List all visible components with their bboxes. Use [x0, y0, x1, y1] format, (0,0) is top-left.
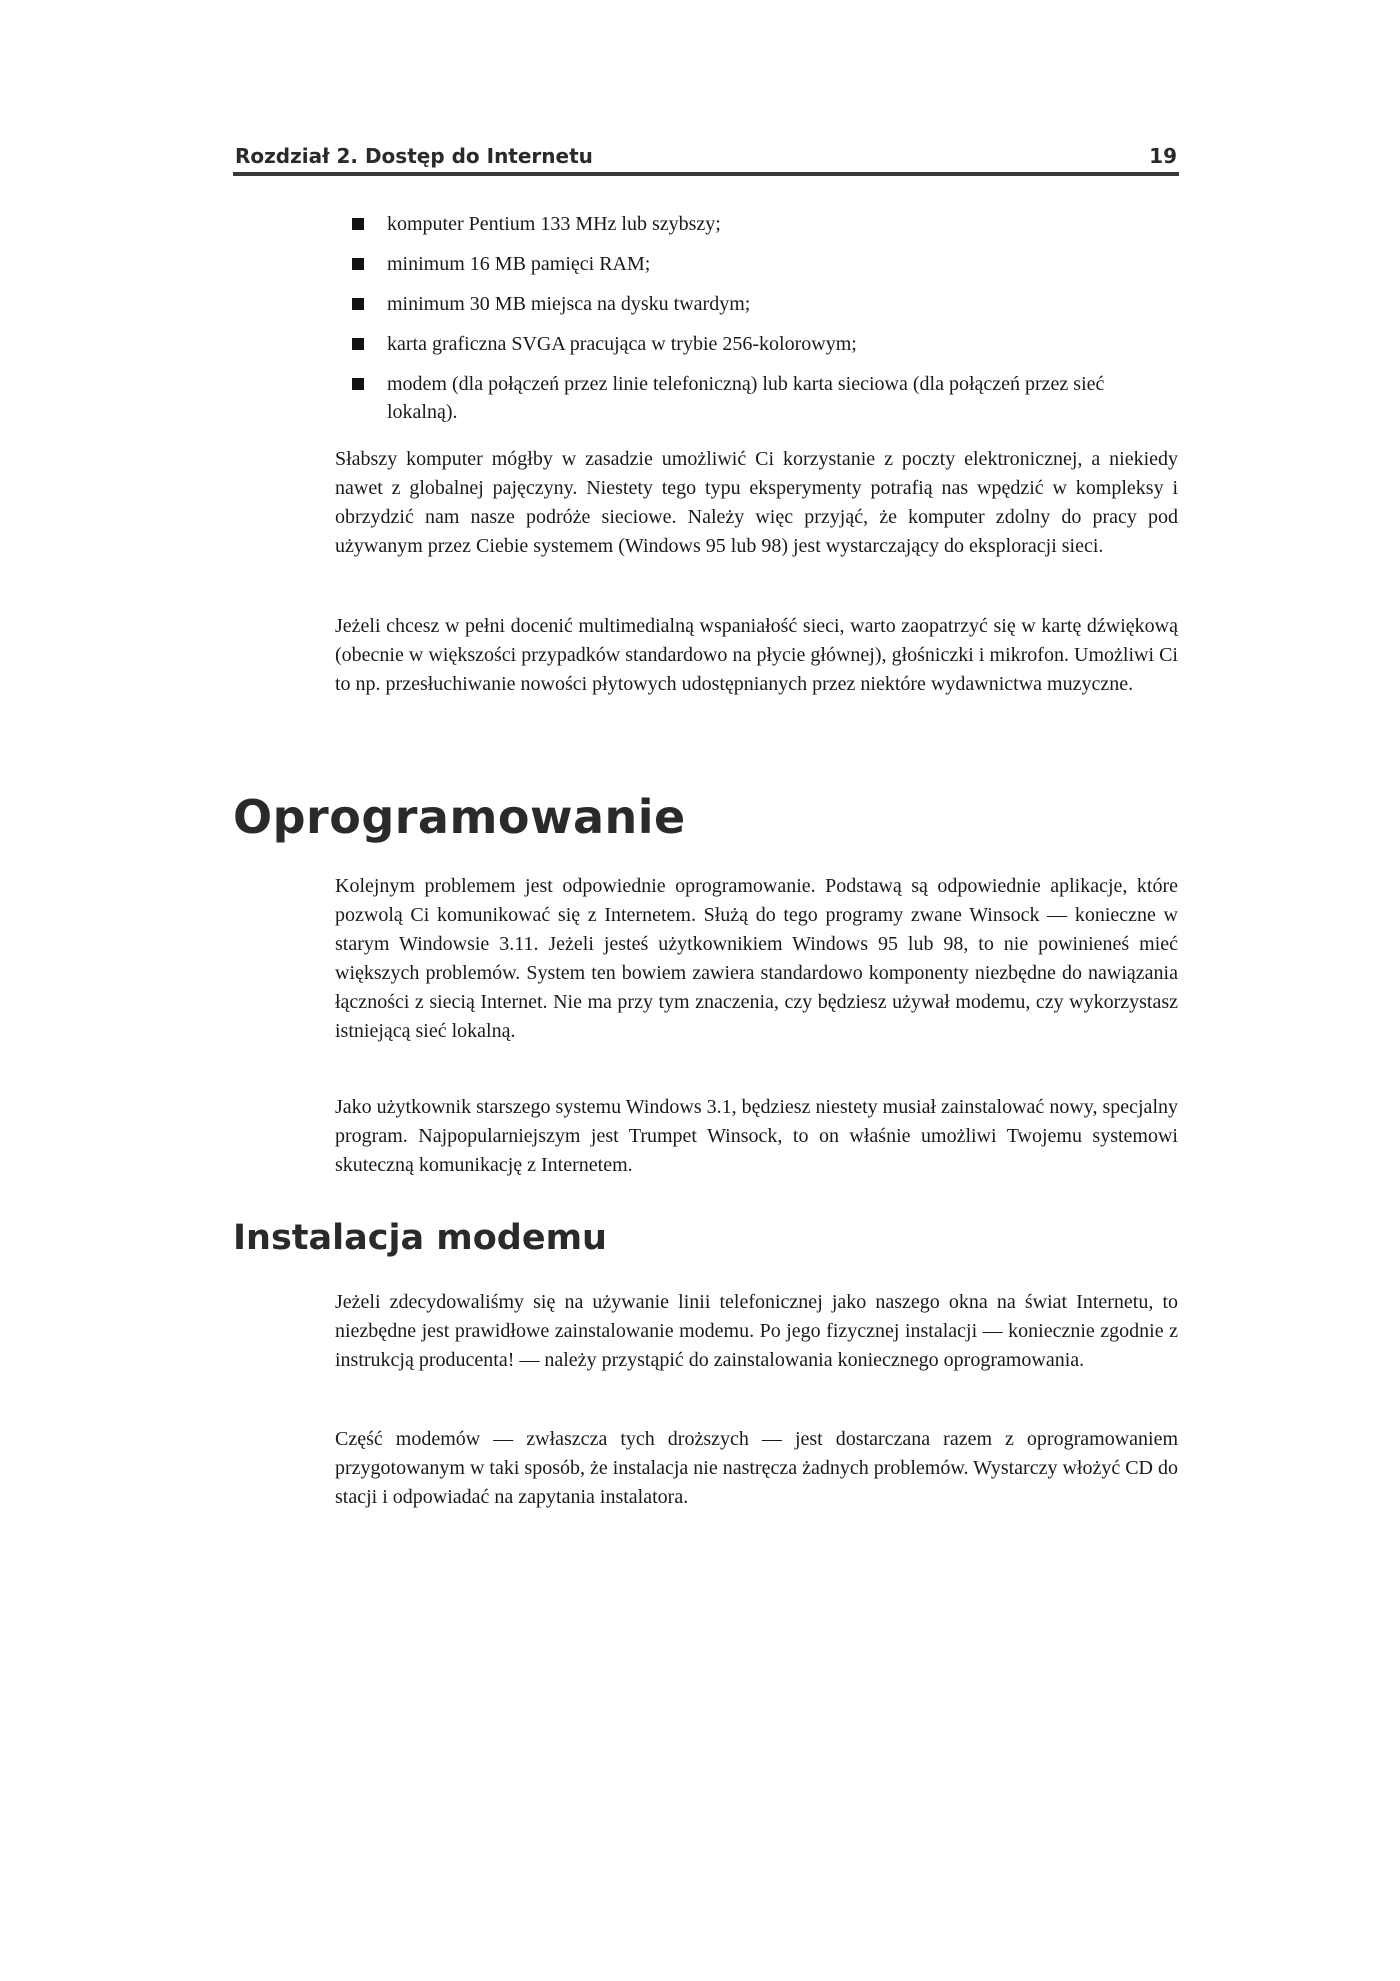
paragraph: Część modemów — zwłaszcza tych droższych — jest dostarczana razem z oprogramowaniem przygotowanym w taki sposób, że instalacja nie nastręcza żadnych problemów. Wystarczy włożyć CD do stacji i odpowiadać na zapytania instalatora. [335, 1428, 1178, 1508]
paragraph-block [335, 872, 1178, 1046]
chapter-title: Rozdział 2. Dostęp do Internetu [235, 144, 593, 168]
paragraph: Jako użytkownik starszego systemu Windows 3.1, będziesz niestety musiał zainstalować nowy, specjalny program. Najpopularniejszym jest Trumpet Winsock, to on właśnie umożliwi Twojemu systemowi skuteczną komunikację z Internetem. [335, 1096, 1178, 1176]
paragraph-block [335, 445, 1178, 561]
list-item: karta graficzna SVGA pracująca w trybie 256-kolorowym; [335, 330, 1178, 358]
list-item: minimum 30 MB miejsca na dysku twardym; [335, 290, 1178, 318]
paragraph-block [335, 1425, 1178, 1512]
square-bullet-icon [352, 298, 364, 310]
list-item: modem (dla połączeń przez linie telefoniczną) lub karta sieciowa (dla połączeń przez sieć lokalną). [335, 370, 1178, 426]
requirements-list [335, 210, 1178, 438]
paragraph: Jeżeli chcesz w pełni docenić multimedialną wspaniałość sieci, warto zaopatrzyć się w kartę dźwiękową (obecnie w większości przypadków standardowo na płycie głównej), głośniczki i mikrofon. Umożliwi Ci to np. przesłuchiwanie nowości płytowych udostępnianych przez niektóre wydawnictwa muzyczne. [335, 615, 1178, 695]
paragraph-block [335, 1093, 1178, 1180]
paragraph: Kolejnym problemem jest odpowiednie oprogramowanie. Podstawą są odpowiednie aplikacje, które pozwolą Ci komunikować się z Internetem. Służą do tego programy zwane Winsock — konieczne w starym Windowsie 3.11. Jeżeli jesteś użytkownikiem Windows 95 lub 98, to nie powinieneś mieć większych problemów. System ten bowiem zawiera standardowo komponenty niezbędne do nawiązania łączności z siecią Internet. Nie ma przy tym znaczenia, czy będziesz używał modemu, czy wykorzystasz istniejącą sieć lokalną. [335, 875, 1178, 1042]
list-item: minimum 16 MB pamięci RAM; [335, 250, 1178, 278]
square-bullet-icon [352, 378, 364, 390]
square-bullet-icon [352, 218, 364, 230]
square-bullet-icon [352, 338, 364, 350]
section-heading: Oprogramowanie [233, 790, 686, 844]
subsection-heading: Instalacja modemu [233, 1218, 607, 1258]
list-item: komputer Pentium 133 MHz lub szybszy; [335, 210, 1178, 238]
header-rule [233, 172, 1179, 176]
paragraph: Jeżeli zdecydowaliśmy się na używanie linii telefonicznej jako naszego okna na świat Internetu, to niezbędne jest prawidłowe zainstalowanie modemu. Po jego fizycznej instalacji — koniecznie zgodnie z instrukcją producenta! — należy przystąpić do zainstalowania koniecznego oprogramowania. [335, 1291, 1178, 1371]
paragraph: Słabszy komputer mógłby w zasadzie umożliwić Ci korzystanie z poczty elektronicznej, a niekiedy nawet z globalnej pajęczyny. Niestety tego typu eksperymenty potrafią nas wpędzić w kompleksy i obrzydzić nam nasze podróże sieciowe. Należy więc przyjąć, że komputer zdolny do pracy pod używanym przez Ciebie systemem (Windows 95 lub 98) jest wystarczający do eksploracji sieci. [335, 448, 1178, 557]
square-bullet-icon [352, 258, 364, 270]
page-number: 19 [1149, 144, 1177, 168]
paragraph-block [335, 1288, 1178, 1375]
paragraph-block [335, 612, 1178, 699]
running-head [233, 142, 1179, 172]
